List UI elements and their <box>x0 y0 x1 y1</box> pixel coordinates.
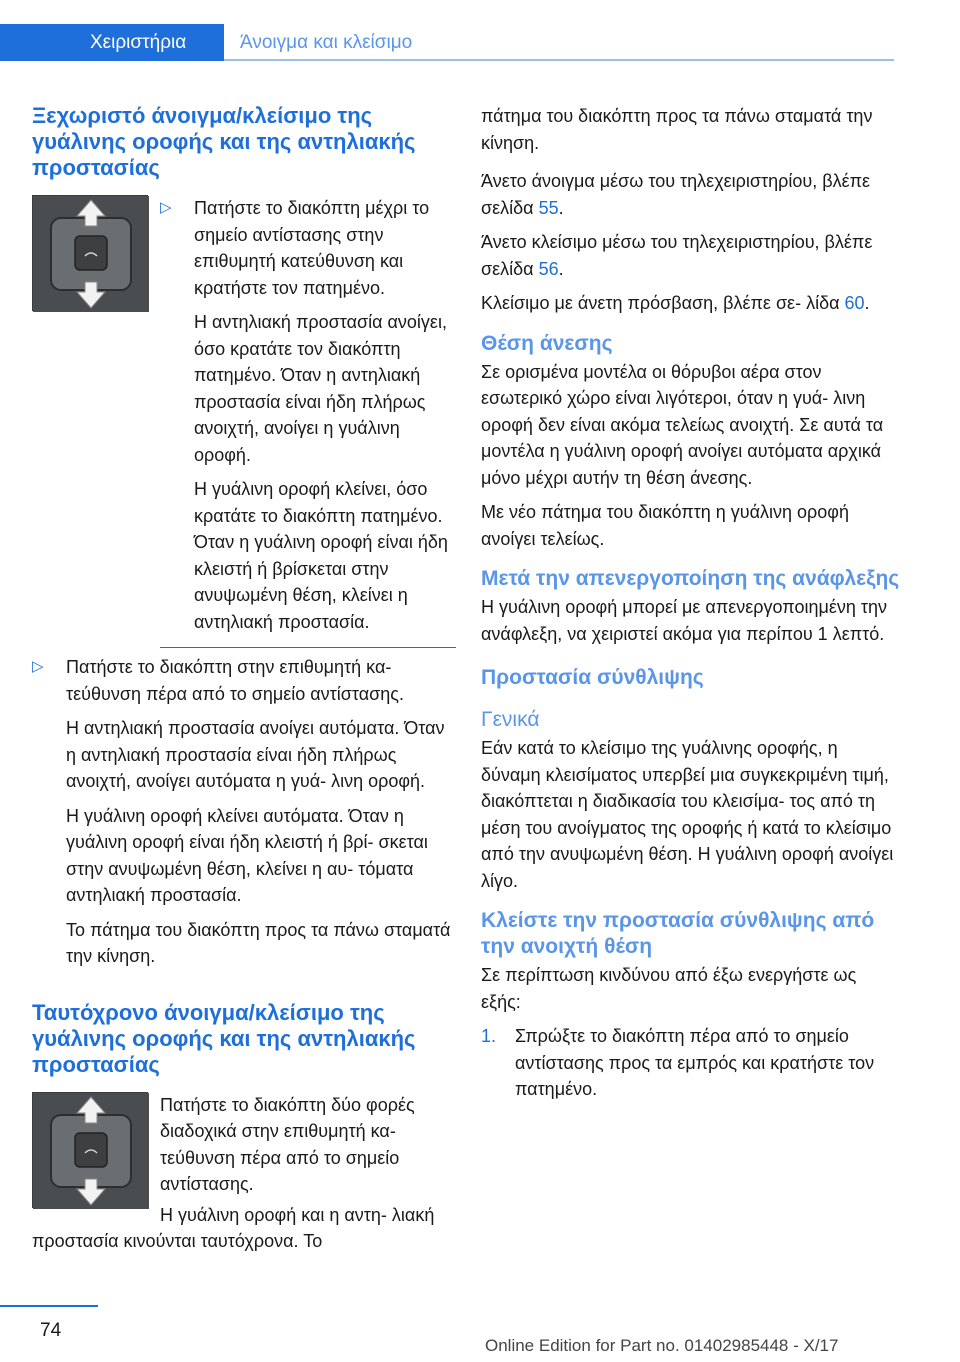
remote-open-ref: Άνετο άνοιγμα μέσω του τηλεχειριστηρίου, βλέπε σελίδα 55. <box>481 171 871 218</box>
step2-detail-open: Η αντηλιακή προστασία ανοίγει αυτόματα. Όταν η αντηλιακή προστασία είναι ήδη πλήρως ανοιχτή, ανοίγει αυτόματα η γυά‐ λινη οροφή. <box>66 718 445 791</box>
simultaneous-text: Πατήστε το διακόπτη δύο φορές διαδοχικά στην επιθυμητή κα‐ τεύθυνση πέρα από το σημείο αντίστασης. <box>160 1094 415 1194</box>
roof-switch-figure-icon <box>32 1092 148 1208</box>
step-block-1 <box>32 195 456 643</box>
chapter-tab: Άνοιγμα και κλείσιμο <box>240 32 413 53</box>
step1-detail-close: Η γυάλινη οροφή κλείνει, όσο κρατάτε το διακόπτη πατημένο. Όταν η γυάλινη οροφή είναι ήδη κλειστή ή βρίσκεται στην ανυψωμένη θέση, κλείνει η αντηλιακή προστασία. <box>194 479 448 632</box>
numbered-step <box>481 1023 901 1111</box>
heading-separate-operation: Ξεχωριστό άνοιγμα/κλείσιμο της γυάλινης οροφής και της αντηλιακής προστασίας <box>32 103 416 180</box>
heading-close-from-open: Κλείστε την προστασία σύνθλιψης από την ανοιχτή θέση <box>481 909 875 958</box>
after-ignition-text: Η γυάλινη οροφή μπορεί με απενεργοποιημένη την ανάφλεξη, να χειριστεί ακόμα για περίπου 1 λεπτό. <box>481 597 887 644</box>
footer-divider <box>0 1305 98 1307</box>
section-tab: Χειριστήρια <box>0 24 224 61</box>
right-column <box>481 103 901 1111</box>
continued-text: πάτημα του διακόπτη προς τα πάνω σταματά την κίνηση. <box>481 106 873 153</box>
heading-comfort-position: Θέση άνεσης <box>481 331 613 355</box>
step1-detail-open: Η αντηλιακή προστασία ανοίγει, όσο κρατάτε τον διακόπτη πατημένο. Όταν η αντηλιακή προστασία είναι ήδη πλήρως ανοιχτή, ανοίγει η γυάλινη οροφή. <box>194 312 447 465</box>
close-from-open-text: Σε περίπτωση κινδύνου από έξω ενεργήστε ως εξής: <box>481 965 857 1012</box>
page-link-55[interactable]: 55 <box>538 197 559 218</box>
heading-general: Γενικά <box>481 708 540 731</box>
step-divider <box>160 647 456 648</box>
step-item <box>32 654 456 978</box>
step2-detail-stop: Το πάτημα του διακόπτη προς τα πάνω σταματά την κίνηση. <box>66 919 451 966</box>
header-divider <box>224 59 894 61</box>
page-header <box>0 0 960 62</box>
simultaneous-result: Η γυάλινη οροφή και η αντη‐ λιακή προστασία κινούνται ταυτόχρονα. Το <box>32 1204 435 1251</box>
heading-after-ignition: Μετά την απενεργοποίηση της ανάφλεξης <box>481 567 900 590</box>
numbered-step-text: Σπρώξτε το διακόπτη πέρα από το σημείο αντίστασης προς τα εμπρός και κρατήστε τον πατημένο. <box>515 1026 875 1099</box>
heading-pinch-protection: Προστασία σύνθλιψης <box>481 666 704 689</box>
step2-text: Πατήστε το διακόπτη στην επιθυμητή κα‐ τεύθυνση πέρα από το σημείο αντίστασης. <box>66 657 404 704</box>
left-column <box>32 103 456 1263</box>
comfort-text: Σε ορισμένα μοντέλα οι θόρυβοι αέρα στον εσωτερικό χώρο είναι λιγότεροι, όταν η γυά‐ λινη οροφή δεν είναι ακόμα τελείως ανοιχτή. Σε αυτά τα μοντέλα η γυάλινη οροφή ανοίγει αυτόματα αρχικά μόνο μέχρι αυτήν τη θέση άνεσης. <box>481 361 884 488</box>
page-number: 74 <box>40 1320 62 1341</box>
edition-text: Online Edition for Part no. 01402985448 - X/17 <box>485 1336 839 1355</box>
general-text: Εάν κατά το κλείσιμο της γυάλινης οροφής, η δύναμη κλεισίματος υπερβεί μια συγκεκριμένη τιμή, διακόπτεται η διαδικασία του κλεισίμα‐ τος από τη μέση του ανοίγματος της οροφής ή κατά το κλείσιμο από την ανυψωμένη θέση. Η γυάλινη οροφή ανοίγει λίγο. <box>481 738 894 891</box>
remote-close-ref: Άνετο κλείσιμο μέσω του τηλεχειριστηρίου, βλέπε σελίδα 56. <box>481 232 873 279</box>
page-link-56[interactable]: 56 <box>538 258 559 279</box>
page-link-60[interactable]: 60 <box>844 293 865 313</box>
step-marker-icon: ▷ <box>160 199 172 216</box>
roof-switch-figure-icon <box>32 195 148 311</box>
simultaneous-block <box>32 1092 456 1208</box>
step-number: 1. <box>481 1026 497 1046</box>
step-item <box>160 195 456 643</box>
step1-text: Πατήστε το διακόπτη μέχρι το σημείο αντίστασης στην επιθυμητή κατεύθυνση και κρατήστε τον πατημένο. <box>194 198 430 298</box>
step2-detail-close: Η γυάλινη οροφή κλείνει αυτόματα. Όταν η γυάλινη οροφή είναι ήδη κλειστή ή βρί‐ σκεται στην ανυψωμένη θέση, κλείνει η αυ‐ τόματα αντηλιακή προστασία. <box>66 805 428 905</box>
heading-simultaneous-operation: Ταυτόχρονο άνοιγμα/κλείσιμο της γυάλινης οροφής και της αντηλιακής προστασίας <box>32 999 416 1077</box>
keyless-ref: Κλείσιμο με άνετη πρόσβαση, βλέπε σε‐ λίδα 60. <box>481 293 870 313</box>
comfort-text-2: Με νέο πάτημα του διακόπτη η γυάλινη οροφή ανοίγει τελείως. <box>481 502 849 549</box>
step-marker-icon: ▷ <box>32 658 44 675</box>
